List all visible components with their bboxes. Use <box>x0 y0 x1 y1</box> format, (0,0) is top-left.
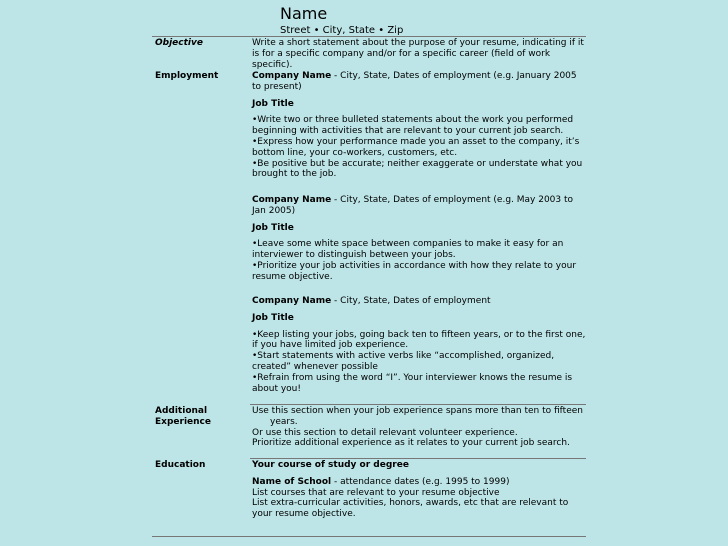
additional-section <box>252 406 588 449</box>
additional-label-line: Experience <box>155 417 211 427</box>
additional-line: Use this section when your job experience spans more than ten to fifteen years. <box>252 406 583 427</box>
footer-divider <box>152 536 586 537</box>
education-course: Your course of study or degree <box>252 460 409 470</box>
objective-label: Objective <box>155 38 203 48</box>
job-2 <box>252 195 588 283</box>
job-3-details: - City, State, Dates of employment <box>331 296 491 306</box>
objective-section <box>252 38 588 70</box>
job-1-header <box>252 71 588 93</box>
job-3-header <box>252 296 588 307</box>
job-3-bullet: •Refrain from using the word “I”. Your interviewer knows the resume is about you! <box>252 372 573 394</box>
additional-line: Or use this section to detail relevant volunteer experience. <box>252 427 518 438</box>
job-3-bullet: •Start statements with active verbs like “accomplished, organized, created” whenever possible <box>252 351 555 372</box>
job-2-title: Job Title <box>252 222 294 233</box>
job-1-bullet: •Express how your performance made you an asset to the company, it’s bottom line, your co-workers, customers, etc. <box>252 136 580 158</box>
education-school-details: - attendance dates (e.g. 1995 to 1999) <box>331 476 510 487</box>
job-2-details: - City, State, Dates of employment (e.g. May 2003 to Jan 2005) <box>252 195 574 216</box>
additional-divider <box>250 404 586 405</box>
job-3 <box>252 296 588 394</box>
resume-address: Street • City, State • Zip <box>280 25 404 36</box>
job-1-bullet: •Write two or three bulleted statements about the work you performed beginning with activities that are relevant to your current job search. <box>252 115 574 137</box>
job-3-bullet: •Keep listing your jobs, going back ten to fifteen years, or to the first one, if you have limited job experience. <box>252 329 586 351</box>
additional-label <box>155 406 211 428</box>
employment-label: Employment <box>155 71 219 81</box>
resume-name: Name <box>280 4 328 23</box>
education-line: List extra-curricular activities, honors, awards, etc that are relevant to your resume objective. <box>252 498 569 520</box>
job-2-company: Company Name <box>252 195 332 205</box>
education-divider <box>250 458 586 459</box>
additional-line: Prioritize additional experience as it relates to your current job search. <box>252 438 570 449</box>
additional-label-line: Additional <box>155 406 208 416</box>
header-divider <box>152 36 586 37</box>
education-school: Name of School <box>252 476 332 487</box>
job-2-header <box>252 195 588 217</box>
objective-text: Write a short statement about the purpose of your resume, indicating if it is for a specific company and/or for a specific career (field of work specific). <box>252 38 584 70</box>
job-1-bullet: •Be positive but be accurate; neither exaggerate or understate what you brought to the job. <box>252 158 583 180</box>
job-1-details: - City, State, Dates of employment (e.g. January 2005 to present) <box>252 71 577 92</box>
job-1-company: Company Name <box>252 71 332 81</box>
education-line: List courses that are relevant to your resume objective <box>252 487 500 498</box>
job-2-bullet: •Leave some white space between companies to make it easy for an interviewer to distinguish between your jobs. <box>252 239 564 261</box>
job-3-company: Company Name <box>252 296 332 306</box>
job-3-title: Job Title <box>252 312 294 323</box>
education-school-line <box>252 477 588 488</box>
education-label: Education <box>155 460 206 470</box>
job-2-bullet: •Prioritize your job activities in accordance with how they relate to your resume objective. <box>252 260 577 282</box>
job-1 <box>252 71 588 180</box>
education-section <box>252 460 588 520</box>
job-1-title: Job Title <box>252 98 294 109</box>
